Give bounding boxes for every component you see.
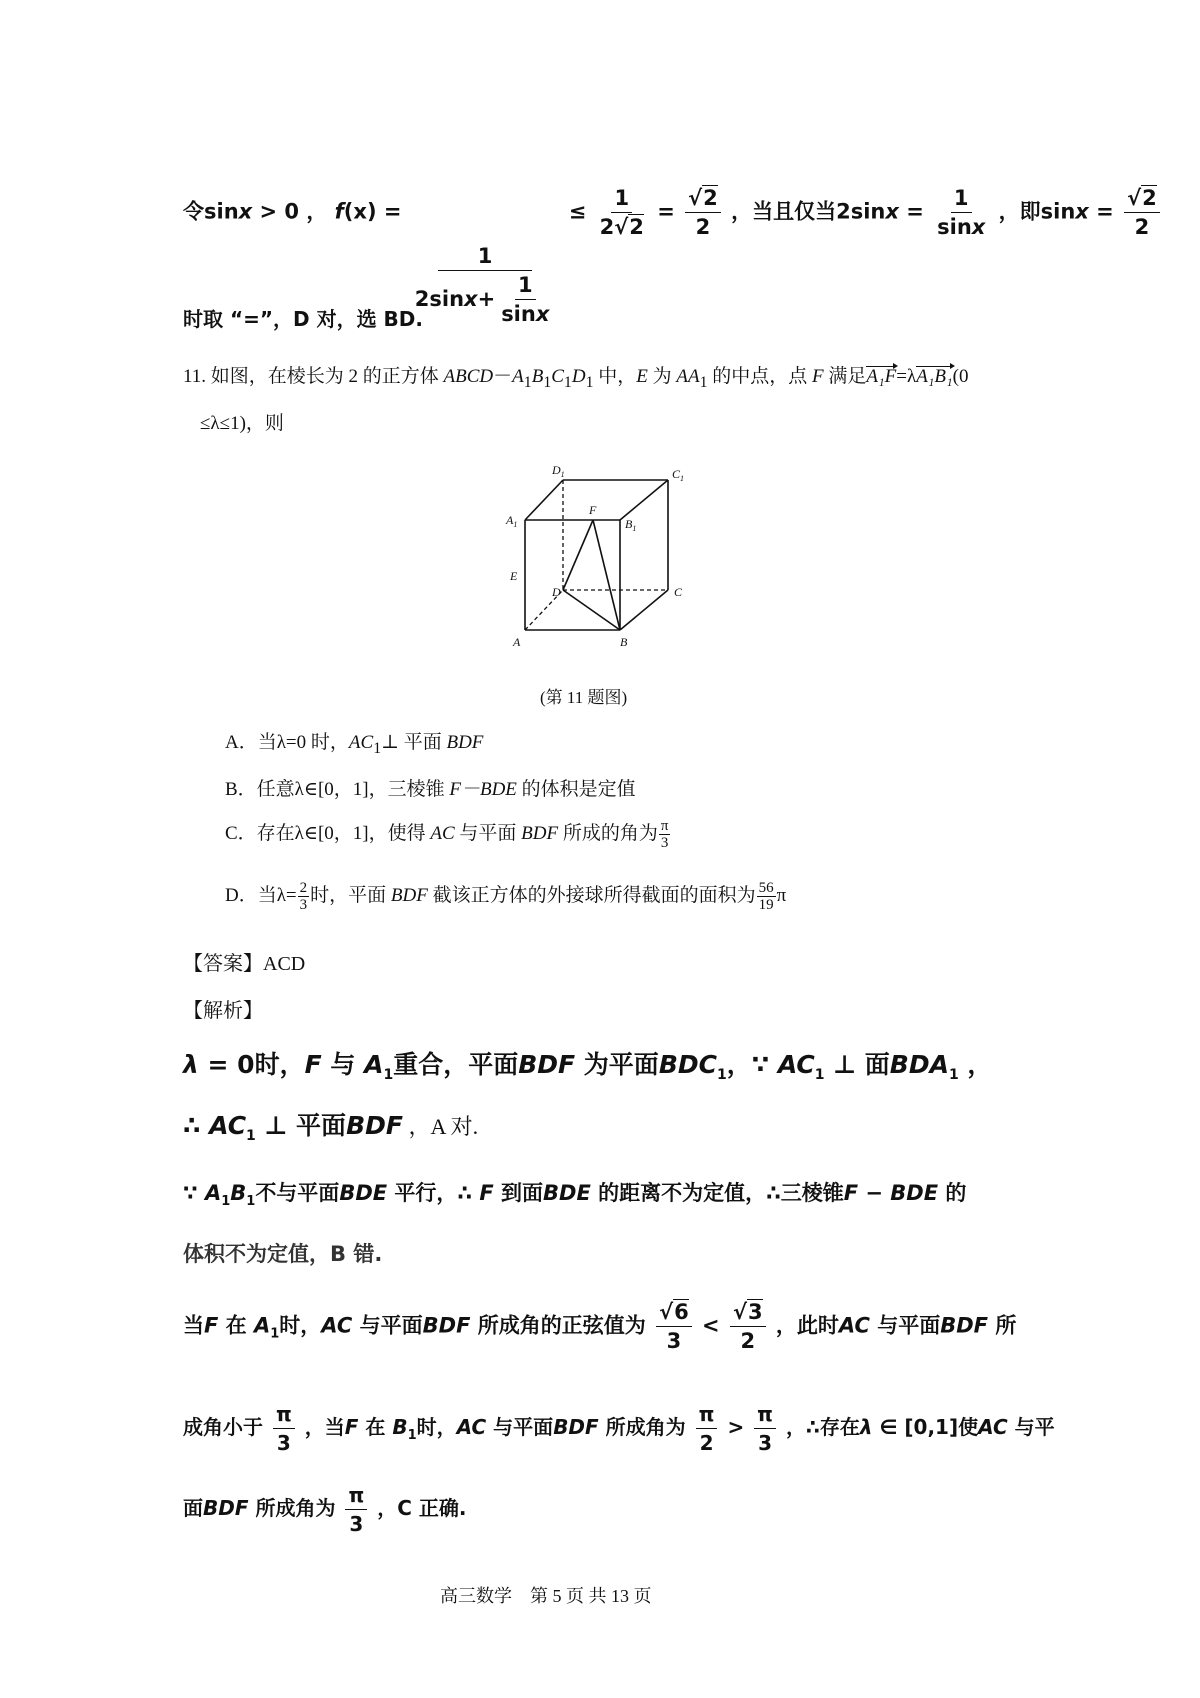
label-d: D — [552, 585, 561, 599]
text: x — [464, 287, 478, 311]
numerator: √2 — [1124, 186, 1160, 213]
denominator: 2 — [695, 215, 711, 239]
text: 与平面 — [352, 1313, 423, 1338]
text: ∵ — [183, 1181, 205, 1205]
text: 的中点，点 — [707, 366, 813, 387]
numerator: 56 — [758, 880, 774, 897]
text: ∈ [0,1]使 — [872, 1415, 979, 1439]
text: 所成角为 — [248, 1496, 336, 1520]
subscript: 1 — [814, 1067, 825, 1083]
denominator — [498, 300, 552, 326]
label-b1: $B_1$ — [625, 517, 637, 533]
text: 不与平面 — [255, 1181, 340, 1205]
text: BDE — [339, 1181, 388, 1205]
fraction — [298, 880, 310, 913]
subscript: 1 — [948, 1067, 959, 1083]
text: AA — [676, 366, 700, 387]
denominator — [934, 213, 988, 239]
text: BDA — [889, 1050, 949, 1079]
text: ，当 — [304, 1415, 345, 1439]
text: λ — [183, 1050, 199, 1079]
text: BDF — [422, 1313, 471, 1338]
text: B．任意λ∈[0，1]，三棱锥 — [225, 779, 450, 800]
text: BDF — [940, 1313, 989, 1338]
text: 成角小于 — [183, 1415, 263, 1439]
text: BDF — [521, 823, 559, 844]
denominator: 2√2 — [599, 215, 644, 239]
text: AC — [838, 1313, 870, 1338]
option-b — [225, 774, 636, 801]
text: 到面 — [493, 1181, 544, 1205]
option-c — [225, 818, 671, 851]
subscript: 1 — [699, 373, 708, 391]
text: = — [657, 199, 675, 224]
fraction — [498, 273, 552, 326]
fraction — [730, 1300, 766, 1353]
text: 时， — [416, 1415, 457, 1439]
text: =λ — [896, 366, 917, 387]
label-c: C — [674, 585, 683, 599]
fraction — [934, 186, 988, 239]
edge-bc — [620, 590, 668, 630]
text: AC — [777, 1050, 815, 1079]
text: > 0 ， — [252, 199, 328, 224]
figure-caption: (第 11 题图) — [540, 688, 628, 707]
text: ， — [958, 1050, 993, 1079]
text: ，当且仅当2sin — [731, 199, 886, 224]
denominator: 3 — [276, 1431, 291, 1455]
subscript: 1 — [716, 1067, 727, 1083]
text: 在 — [358, 1415, 393, 1439]
cube-figure — [500, 450, 730, 665]
solution-a-line-1 — [183, 1045, 992, 1083]
fraction — [685, 186, 721, 239]
text: AC — [321, 1313, 353, 1338]
text: 与平 — [1007, 1415, 1055, 1439]
text: ABCD — [443, 366, 494, 387]
text: = — [1088, 199, 1114, 224]
label-e: E — [510, 569, 518, 583]
text: C．存在λ∈[0，1]，使得 — [225, 823, 431, 844]
text: BDF — [446, 732, 484, 753]
vector: A₁B₁ — [916, 366, 953, 387]
subscript: 1 — [221, 1194, 231, 1210]
text: F — [812, 366, 824, 387]
text: ，∵ — [726, 1050, 778, 1079]
text: B — [531, 366, 544, 387]
numerator: π — [696, 1402, 718, 1429]
label-a: A — [513, 635, 521, 649]
solution-b-line-2: 体积不为定值，B 错. — [183, 1242, 383, 1266]
text: 为 — [647, 366, 677, 387]
subscript: 1 — [523, 373, 532, 391]
text: 截该正方体的外接球所得截面的面积为 — [427, 885, 756, 906]
text: BDF — [346, 1111, 403, 1140]
text: 平行，∴ — [387, 1181, 480, 1205]
text: x — [238, 199, 253, 224]
option-a — [225, 727, 483, 758]
subscript: 1 — [246, 1194, 256, 1210]
text: AC — [456, 1415, 487, 1439]
text: AC — [209, 1111, 247, 1140]
page-footer: 高三数学 第 5 页 共 13 页 — [440, 1586, 652, 1606]
text: F－BDE — [449, 779, 517, 800]
text: 面 — [183, 1496, 203, 1520]
text: ∴ — [183, 1111, 210, 1140]
label-b: B — [620, 635, 628, 649]
subscript: 1 — [270, 1326, 280, 1342]
solution-c-line-3 — [183, 1483, 467, 1536]
text: 的体积是定值 — [516, 779, 636, 800]
text: π — [776, 885, 787, 906]
fraction — [656, 1300, 692, 1353]
text: sin — [501, 301, 536, 326]
text: ，A 对. — [402, 1114, 479, 1139]
text: 2 — [1142, 186, 1157, 210]
subscript: 1 — [563, 373, 572, 391]
label-a1: $A_1$ — [506, 513, 518, 529]
subscript: 1 — [585, 373, 594, 391]
label-c1: $C_1$ — [672, 467, 685, 483]
question-11-line-2: ≤λ≤1)，则 — [200, 413, 284, 434]
edge-a1d1 — [525, 480, 563, 520]
question-11-line-1 — [183, 361, 968, 392]
text: A — [253, 1313, 271, 1338]
label-f: F — [589, 503, 597, 517]
text: 所成角的正弦值为 — [470, 1313, 646, 1338]
text: BDF — [553, 1415, 599, 1439]
subscript: 1 — [383, 1067, 394, 1083]
text: ⊥ 面 — [824, 1050, 890, 1079]
text: BDF — [518, 1050, 576, 1079]
numerator: π — [345, 1483, 367, 1510]
text: x — [1075, 199, 1089, 224]
text: ⊥ 平面 — [255, 1111, 347, 1140]
text: (x) = — [343, 199, 402, 224]
text: ，∴存在 — [785, 1415, 860, 1439]
text: ，C 正确. — [377, 1496, 467, 1520]
text: B — [392, 1415, 408, 1439]
text: AC — [430, 823, 455, 844]
fraction — [659, 818, 671, 851]
edge-fd — [563, 520, 593, 590]
vector: A₁F — [866, 366, 897, 387]
denominator: 3 — [660, 835, 669, 852]
label-d1: $D_1$ — [552, 463, 565, 479]
text: 的距离不为定值，∴三棱锥 — [590, 1181, 844, 1205]
numerator: π — [754, 1402, 776, 1429]
text: 与平面 — [869, 1313, 941, 1338]
text: D．当λ= — [225, 885, 297, 906]
text: 重合，平面 — [393, 1050, 519, 1079]
numerator: √3 — [730, 1300, 766, 1327]
text: 中， — [593, 366, 637, 387]
solution-line-2: 时取 “=”，D 对，选 BD. — [183, 307, 423, 331]
fraction — [412, 244, 559, 326]
solution-c-line-1 — [183, 1300, 1016, 1353]
numerator: π — [660, 818, 669, 835]
text: ⊥ 平面 — [381, 732, 447, 753]
text: = — [898, 199, 924, 224]
text: x — [971, 215, 986, 239]
subscript: 1 — [543, 373, 552, 391]
text: 2 — [703, 186, 718, 210]
subscript: 1 — [373, 739, 382, 757]
text: BDE — [543, 1181, 591, 1205]
text: F — [479, 1181, 494, 1205]
text: F − BDE — [843, 1181, 939, 1205]
fraction — [696, 1402, 718, 1455]
solution-c-line-2 — [183, 1402, 1055, 1455]
text: ，即sin — [998, 199, 1076, 224]
solution-a-line-2 — [183, 1106, 478, 1144]
denominator: 2 — [699, 1431, 714, 1455]
denominator: 3 — [666, 1329, 682, 1353]
text: BDF — [203, 1496, 249, 1520]
fraction — [597, 186, 647, 239]
subscript: 1 — [407, 1428, 417, 1443]
text: B — [230, 1181, 247, 1205]
text: E — [636, 366, 648, 387]
text: 与平面 — [486, 1415, 554, 1439]
text: = 0时， — [198, 1050, 305, 1079]
text: D — [571, 366, 586, 387]
text: AC — [978, 1415, 1008, 1439]
text: 2 — [629, 215, 644, 239]
option-d — [225, 880, 786, 913]
denominator: 3 — [758, 1431, 773, 1455]
text: + — [477, 287, 496, 311]
denominator: 3 — [299, 897, 308, 914]
edge-b1c1 — [620, 480, 668, 520]
text: BDF — [390, 885, 428, 906]
text: A — [512, 366, 524, 387]
fraction — [273, 1402, 295, 1455]
text: F — [204, 1313, 219, 1338]
text: BDC — [658, 1050, 717, 1079]
numerator: √2 — [685, 186, 721, 213]
denominator: 2 — [740, 1329, 756, 1353]
text: AC — [348, 732, 374, 753]
text: 的 — [938, 1181, 967, 1205]
fraction — [754, 1402, 776, 1455]
numerator: 2 — [299, 880, 308, 897]
text: A — [364, 1050, 384, 1079]
text: 令sin — [183, 199, 239, 224]
text: A．当λ=0 时， — [225, 732, 349, 753]
text: 2sin — [414, 287, 465, 311]
text: 时，平面 — [310, 885, 391, 906]
text: ≤ — [568, 199, 587, 224]
text: < — [702, 1313, 720, 1338]
text: > — [727, 1415, 745, 1439]
denominator: 3 — [349, 1512, 364, 1536]
text: λ — [859, 1415, 873, 1439]
text: ，此时 — [775, 1313, 839, 1338]
subscript: 1 — [246, 1128, 256, 1144]
numerator: 1 — [438, 244, 533, 271]
fraction — [1124, 186, 1160, 239]
numerator: √6 — [656, 1300, 692, 1327]
text: 为平面 — [575, 1050, 659, 1079]
fraction — [757, 880, 776, 913]
text: x — [885, 199, 899, 224]
text: 与平面 — [454, 823, 522, 844]
numerator: 1 — [611, 186, 632, 213]
text: F — [304, 1050, 322, 1079]
denominator: 19 — [758, 897, 774, 914]
answer-label: 【答案】ACD — [183, 953, 306, 975]
text: F — [344, 1415, 359, 1439]
text: 所成的角为 — [558, 823, 658, 844]
numerator: 1 — [951, 186, 972, 213]
text: sin — [937, 215, 972, 239]
text: 11. 如图，在棱长为 2 的正方体 — [183, 366, 444, 387]
text: C — [551, 366, 564, 387]
text: 所 — [988, 1313, 1017, 1338]
text: (0 — [952, 366, 969, 387]
solution-b-line-1 — [183, 1177, 966, 1209]
text: 在 — [218, 1313, 254, 1338]
numerator: π — [273, 1402, 295, 1429]
text: － — [493, 366, 513, 387]
text: 6 — [674, 1300, 689, 1324]
text: 当 — [183, 1313, 204, 1338]
text: f — [334, 199, 344, 224]
text: 2 — [599, 215, 615, 239]
denominator — [412, 271, 559, 326]
text: 满足 — [823, 366, 867, 387]
denominator: 2 — [1134, 215, 1150, 239]
text: 3 — [747, 1300, 763, 1324]
analysis-label: 【解析】 — [183, 1000, 263, 1022]
text: 时， — [279, 1313, 322, 1338]
text: A — [204, 1181, 222, 1205]
fraction — [345, 1483, 367, 1536]
text: 与 — [321, 1050, 365, 1079]
numerator: 1 — [515, 273, 536, 300]
text: x — [535, 301, 550, 326]
text: 所成角为 — [598, 1415, 686, 1439]
